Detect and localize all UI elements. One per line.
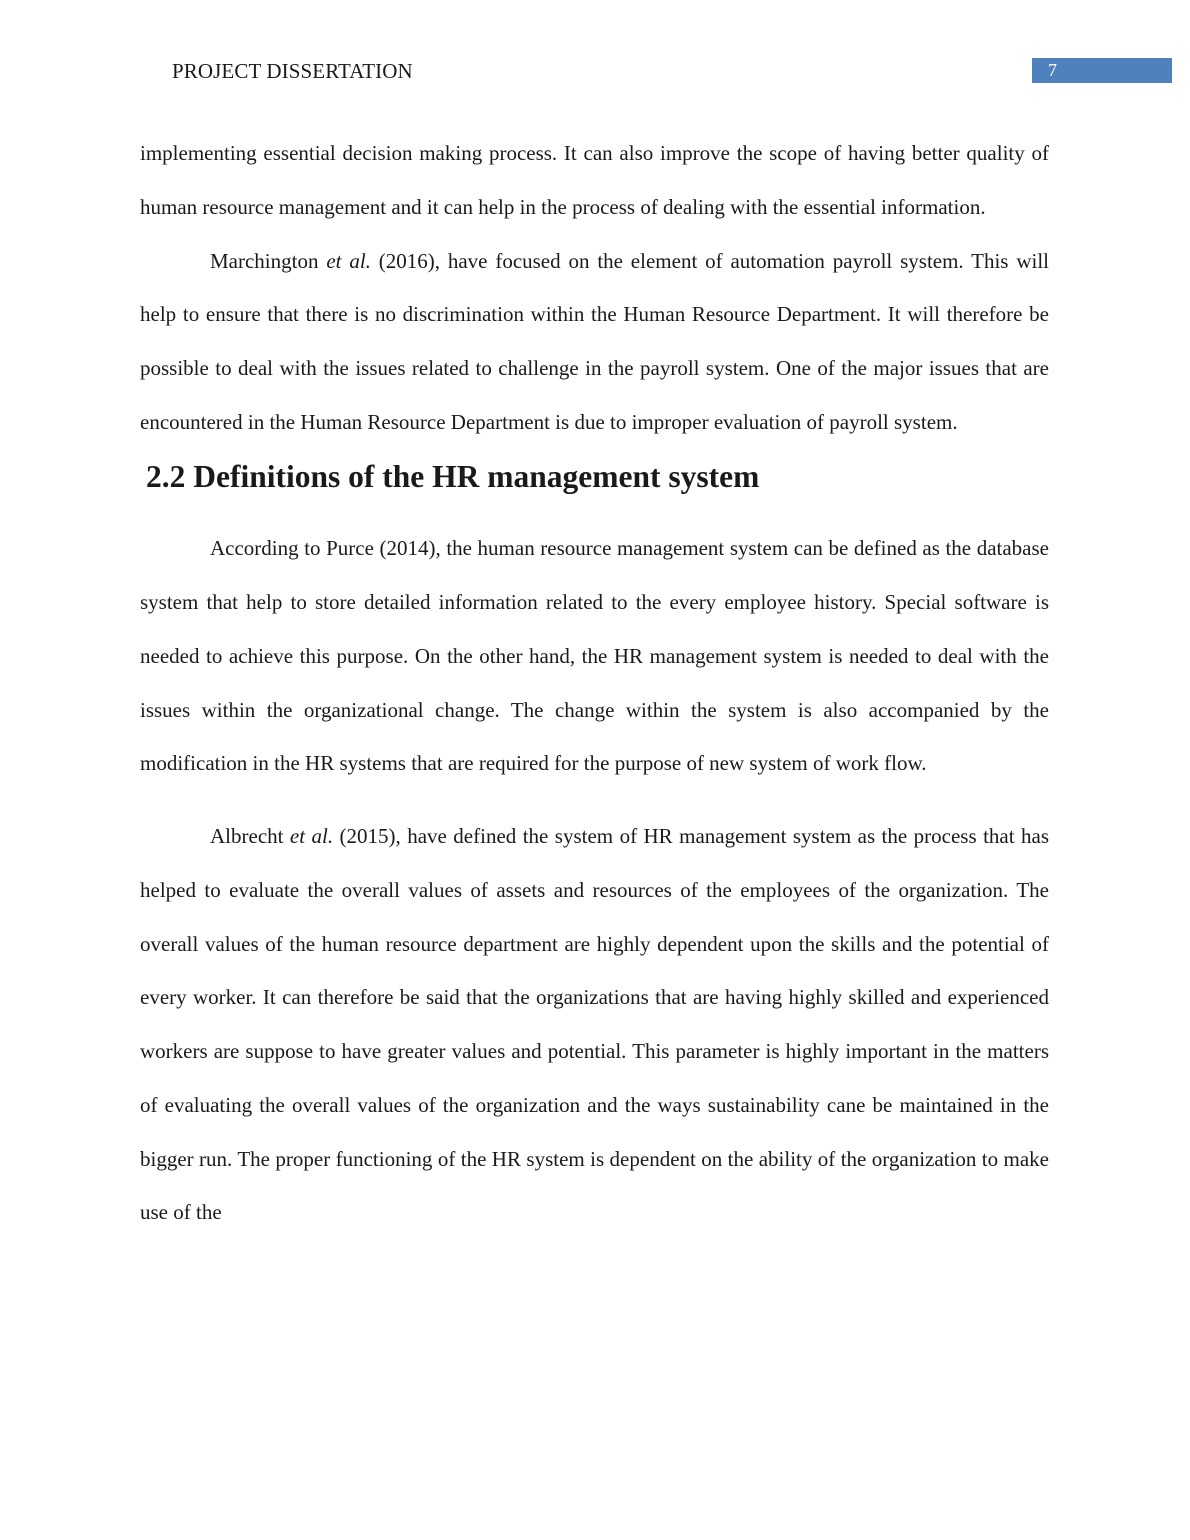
citation-author: Marchington [210, 248, 327, 273]
paragraph-purce: According to Purce (2014), the human resource management system can be defined as the database system that help to store detailed information related to the every employee history. Special software is needed to achieve this purpose. On the other hand, the HR management system is needed to deal with the issues within the organizational change. The change within the system is also accompanied by the modification in the HR systems that are required for the purpose of new system of work flow. [140, 536, 1049, 776]
section-heading: 2.2 Definitions of the HR management system [146, 458, 760, 494]
paragraph-albrecht [140, 810, 1049, 1240]
paragraph-text: (2016), have focused on the element of automation payroll system. This will help to ensure that there is no discrimination within the Human Resource Department. It will therefore be possible to deal with the issues related to challenge in the payroll system. One of the major issues that are encountered in the Human Resource Department is due to improper evaluation of payroll system. [140, 248, 1049, 434]
paragraph-continuation: implementing essential decision making process. It can also improve the scope of having better quality of human resource management and it can help in the process of dealing with the essential information. [140, 141, 1049, 219]
paragraph-text: (2015), have defined the system of HR management system as the process that has helped to evaluate the overall values of assets and resources of the employees of the organization. The overall values of the human resource department are highly dependent upon the skills and the potential of every worker. It can therefore be said that the organizations that are having highly skilled and experienced workers are suppose to have greater values and potential. This parameter is highly important in the matters of evaluating the overall values of the organization and the ways sustainability cane be maintained in the bigger run. The proper functioning of the HR system is dependent on the ability of the organization to make use of the [140, 824, 1049, 1225]
paragraph-marchington [140, 235, 1049, 450]
page-number: 7 [1048, 60, 1057, 80]
document-body [140, 127, 1049, 1240]
page-number-badge [1032, 58, 1172, 83]
citation-etal: et al. [326, 248, 371, 273]
citation-author: Albrecht [210, 824, 290, 848]
running-header-title: PROJECT DISSERTATION [172, 59, 413, 83]
citation-etal: et al. [289, 824, 334, 848]
